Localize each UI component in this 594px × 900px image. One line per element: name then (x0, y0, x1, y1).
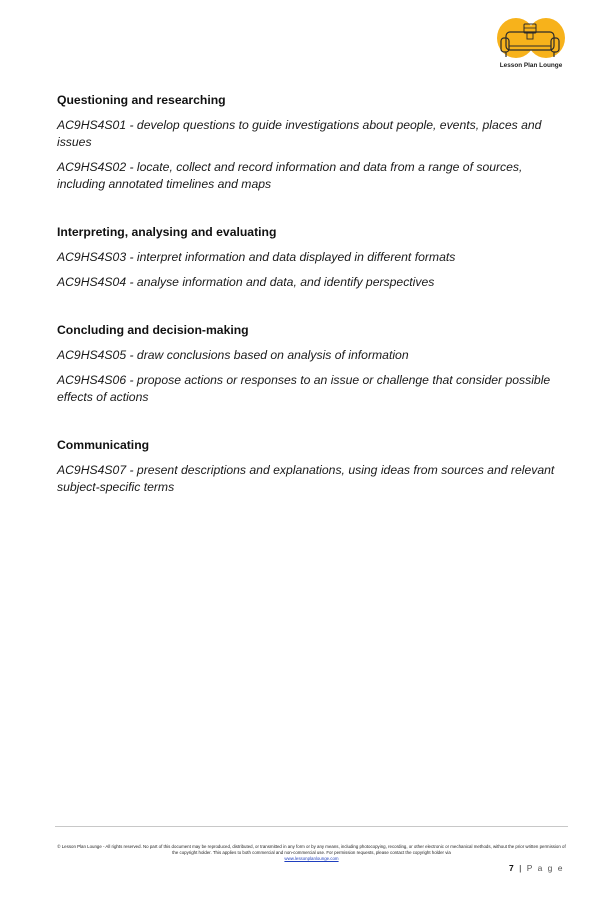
outcome-ac9hs4s04: AC9HS4S04 - analyse information and data, and identify perspectives (57, 275, 435, 289)
section-interpreting-analysing (57, 224, 572, 291)
outcome-ac9hs4s01: AC9HS4S01 - develop questions to guide investigations about people, events, places and issues (57, 118, 542, 149)
lesson-plan-lounge-logo (494, 16, 568, 74)
outcome-ac9hs4s03: AC9HS4S03 - interpret information and data displayed in different formats (57, 250, 456, 264)
copyright-notice: © Lesson Plan Lounge - All rights reserved. No part of this document may be reproduced, distributed, or transmitted in any form or by any means, including photocopying, recording, or other electronic or mechanical methods, without the prior written permission of the copyright holder. This applies to both commercial and non-commercial use. For permission requests, please contact the copyright holder via (57, 844, 566, 855)
logo-text: Lesson Plan Lounge (499, 62, 563, 69)
section-heading: Concluding and decision-making (57, 323, 249, 337)
outcome-ac9hs4s05: AC9HS4S05 - draw conclusions based on analysis of information (57, 348, 409, 362)
page-label: P a g e (526, 863, 564, 873)
page-separator: | (519, 863, 523, 873)
section-heading: Questioning and researching (57, 93, 226, 107)
outcome-ac9hs4s07: AC9HS4S07 - present descriptions and explanations, using ideas from sources and relevant subject-specific terms (57, 463, 555, 494)
section-heading: Interpreting, analysing and evaluating (57, 225, 277, 239)
section-questioning-researching (57, 92, 572, 193)
section-communicating (57, 437, 572, 496)
page-number (509, 863, 564, 873)
section-concluding-decision-making (57, 322, 572, 406)
website-link[interactable]: www.lessonplanlounge.com (284, 856, 339, 861)
footer-copyright (57, 844, 566, 862)
couch-logo-icon (494, 16, 568, 62)
outcome-ac9hs4s02: AC9HS4S02 - locate, collect and record information and data from a range of sources, including annotated timelines and maps (57, 160, 523, 191)
footer-divider (55, 826, 568, 827)
section-heading: Communicating (57, 438, 150, 452)
page-number-value: 7 (509, 863, 516, 873)
document-body (57, 92, 572, 527)
outcome-ac9hs4s06: AC9HS4S06 - propose actions or responses to an issue or challenge that consider possible effects of actions (57, 373, 551, 404)
